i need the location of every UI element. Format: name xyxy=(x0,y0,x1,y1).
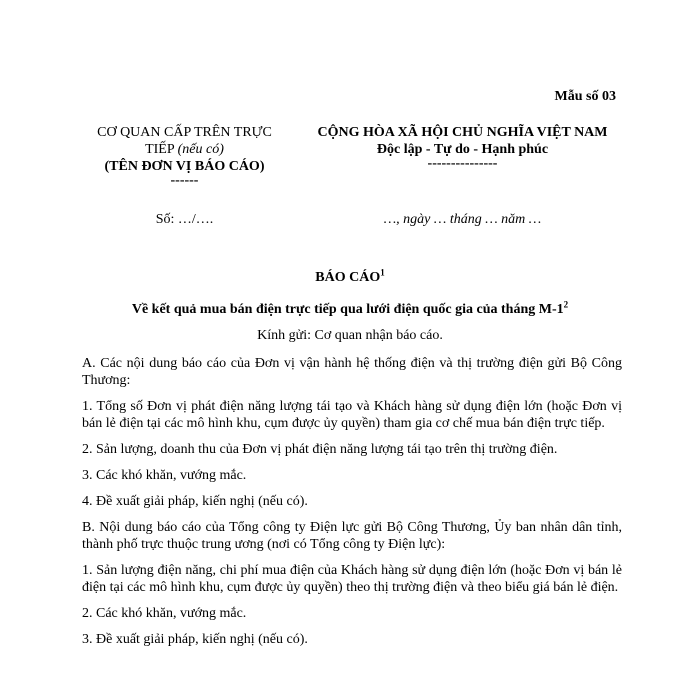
title-footnote: 1 xyxy=(380,267,385,278)
body-paragraph: 1. Sản lượng điện năng, chi phí mua điện của Khách hàng sử dụng điện lớn (hoặc Đơn vị bán lẻ điện tại các mô hình khu, cụm được ủy quyền) theo thị trường điện và theo biểu giá bán lẻ điện. xyxy=(82,563,622,595)
body-paragraph: B. Nội dung báo cáo của Tổng công ty Điện lực gửi Bộ Công Thương, Ủy ban nhân dân tỉnh, thành phố trực thuộc trung ương (nơi có Tổng công ty Điện lực): xyxy=(82,520,622,552)
national-header xyxy=(290,124,635,170)
body-paragraph: A. Các nội dung báo cáo của Đơn vị vận hành hệ thống điện và thị trường điện gửi Bộ Công Thương: xyxy=(82,356,622,388)
parent-agency-note: (nếu có) xyxy=(177,142,224,157)
body-paragraph: 1. Tổng số Đơn vị phát điện năng lượng tái tạo và Khách hàng sử dụng điện lớn (hoặc Đơn vị bán lẻ điện tại các mô hình khu, cụm được ủy quyền) tham gia cơ chế mua bán điện trực tiếp. xyxy=(82,399,622,431)
report-title-text: BÁO CÁO xyxy=(315,270,381,285)
report-subtitle-text: Về kết quả mua bán điện trực tiếp qua lưới điện quốc gia của tháng M-1 xyxy=(131,302,564,317)
left-header-divider: ------ xyxy=(170,173,199,188)
recipient-line: Kính gửi: Cơ quan nhận báo cáo. xyxy=(257,328,443,343)
date-line: …, ngày … tháng … năm … xyxy=(383,212,542,227)
reporting-unit: (TÊN ĐƠN VỊ BÁO CÁO) xyxy=(104,159,265,174)
country-name: CỘNG HÒA XÃ HỘI CHỦ NGHĨA VIỆT NAM xyxy=(317,125,608,140)
form-number: Mẫu số 03 xyxy=(554,89,616,104)
parent-agency-name: CƠ QUAN CẤP TRÊN TRỰC TIẾP xyxy=(97,125,272,157)
national-motto: Độc lập - Tự do - Hạnh phúc xyxy=(376,142,549,157)
report-subtitle xyxy=(0,299,700,318)
body-paragraph: 3. Đề xuất giải pháp, kiến nghị (nếu có). xyxy=(82,632,308,647)
report-title xyxy=(0,267,700,286)
right-header-divider: --------------- xyxy=(427,156,498,171)
body-paragraph: 2. Sản lượng, doanh thu của Đơn vị phát điện năng lượng tái tạo trên thị trường điện. xyxy=(82,442,558,457)
issuing-agency-header xyxy=(82,124,287,187)
parent-agency xyxy=(82,124,287,158)
body-paragraph: 2. Các khó khăn, vướng mắc. xyxy=(82,606,247,621)
report-body xyxy=(82,355,622,657)
body-paragraph: 4. Đề xuất giải pháp, kiến nghị (nếu có). xyxy=(82,494,308,509)
document-number: Số: …/…. xyxy=(155,212,214,227)
body-paragraph: 3. Các khó khăn, vướng mắc. xyxy=(82,468,247,483)
subtitle-footnote: 2 xyxy=(563,299,569,310)
